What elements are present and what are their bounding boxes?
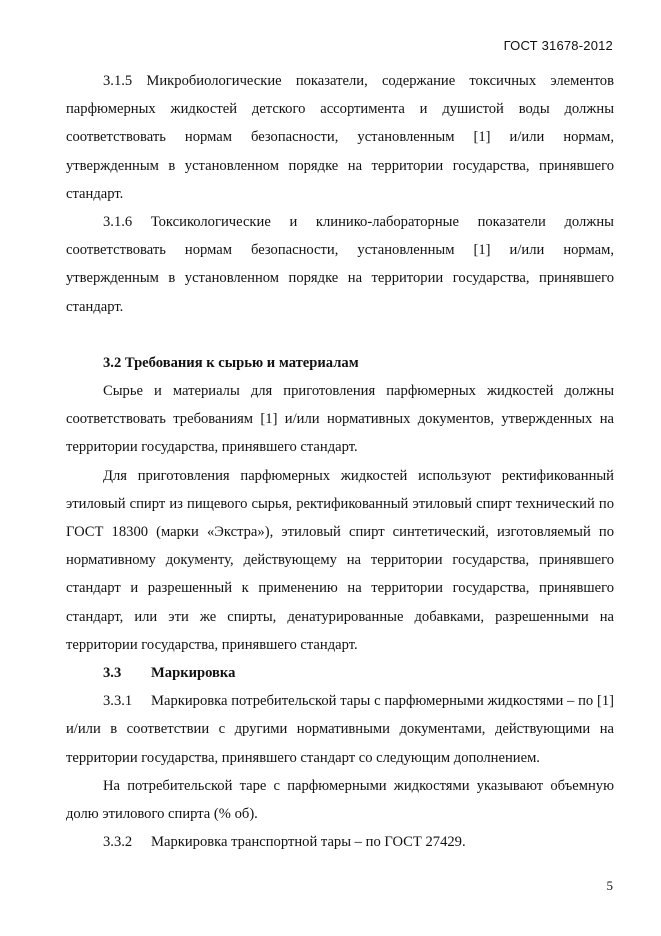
section-heading-3-2: 3.2 Требования к сырью и материалам <box>103 354 359 371</box>
page-number: 5 <box>606 878 613 893</box>
section-heading-3-3 <box>66 659 614 687</box>
paragraph-3-2-ethanol: Для приготовления парфюмерных жидкостей используют ректификованный этиловый спирт из пищевого сырья, ректификованный этиловый спирт технический по ГОСТ 18300 (марки «Экстра»), этиловый спирт синтетический, изготовляемый по нормативному документу, действующему на территории государства, принявшего стандарт и разрешенный к применению на территории государства, принявшего стандарт, или эти же спирты, денатурированные добавками, разрешенными на территории государства, принявшего стандарт. <box>66 467 614 653</box>
clause-number-3-3-2: 3.3.2 <box>103 834 133 851</box>
paragraph-3-1-6: 3.1.6 Токсикологические и клинико-лабораторные показатели должны соответствовать нормам безопасности, установленным [1] и/или нормам, утвержденным в установленном порядке на территории государства, принявшего стандарт. <box>66 214 614 315</box>
paragraph-3-3-1-volume: На потребительской таре с парфюмерными жидкостями указывают объемную долю этилового спирта (% об). <box>66 777 614 823</box>
section-number-3-3: 3.3 <box>103 665 122 682</box>
paragraph-3-3-1 <box>66 687 614 772</box>
document-id-header: ГОСТ 31678-2012 <box>503 38 613 53</box>
paragraph-3-2-materials: Сырье и материалы для приготовления парфюмерных жидкостей должны соответствовать требованиям [1] и/или нормативных документов, утвержденных на территории государства, принявшего стандарт. <box>66 383 614 456</box>
clause-number-3-3-1: 3.3.1 <box>103 693 133 710</box>
clause-text-3-3-2: Маркировка транспортной тары – по ГОСТ 27429. <box>151 834 466 851</box>
paragraph-3-1-5: 3.1.5 Микробиологические показатели, содержание токсичных элементов парфюмерных жидкостей детского ассортимента и душистой воды должны соответствовать нормам безопасности, установленным [1] и/или нормам, утвержденным в установленном порядке на территории государства, принявшего стандарт. <box>66 73 614 202</box>
section-spacer <box>66 321 614 349</box>
document-body <box>66 67 614 856</box>
section-title-3-3: Маркировка <box>151 665 236 682</box>
paragraph-3-3-2 <box>66 828 614 856</box>
clause-text-3-3-1: Маркировка потребительской тары с парфюмерными жидкостями – по [1] и/или в соответствии с другими нормативными документами, действующими на территории государства, принявшего стандарт со следующим дополнением. <box>66 693 614 766</box>
